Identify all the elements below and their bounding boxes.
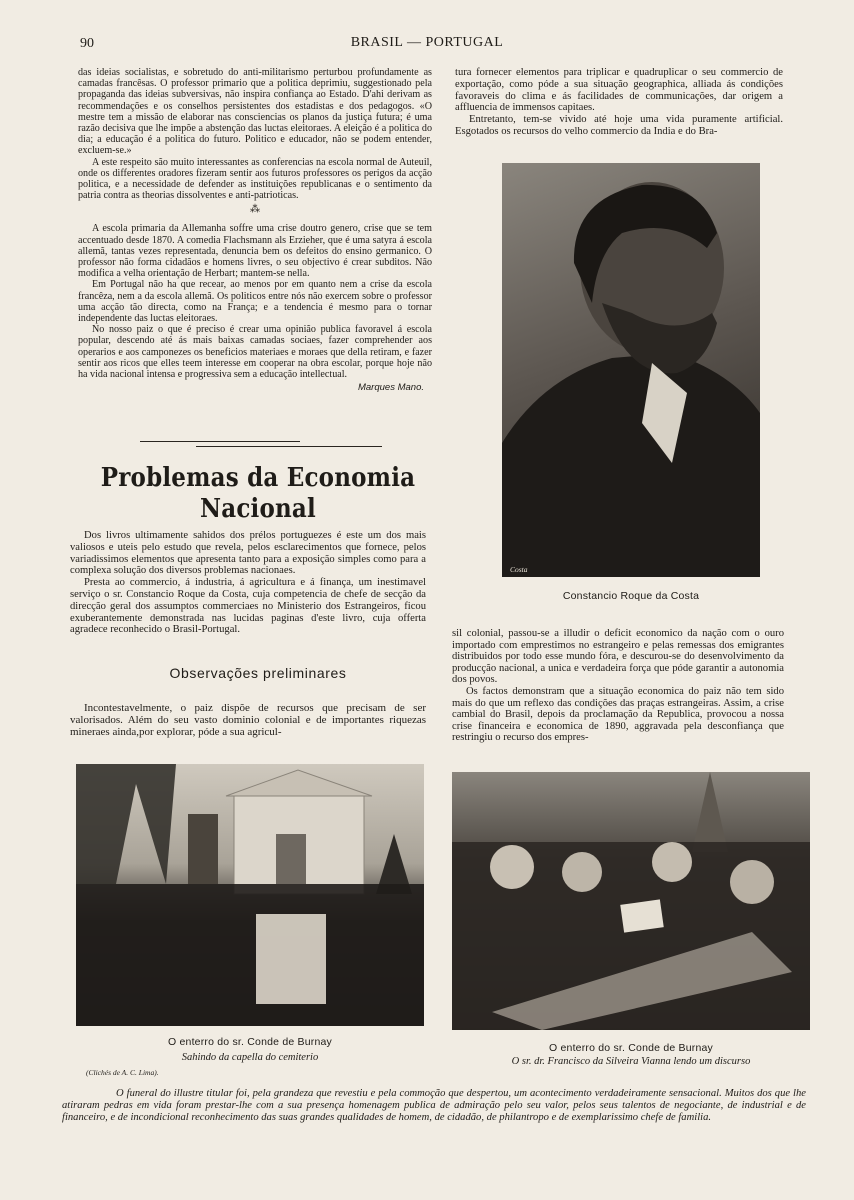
- author-signature: Marques Mano.: [357, 382, 424, 394]
- body-right-top: [455, 67, 783, 138]
- section-stars: ⁂: [250, 204, 260, 216]
- divider-rule: [196, 446, 382, 447]
- footer-note: [62, 1088, 806, 1124]
- body-paragraph: tura fornecer elementos para triplicar e quadruplicar o seu commercio de exportação, como póde a sua situação geographica, alliada ás condições favoraveis do clima e ás facilidades de communicações, dar origem a affluencia de immensos capitaes.: [455, 67, 783, 114]
- chapel-scene: [76, 764, 424, 1026]
- article-paragraph: A escola primaria da Allemanha soffre uma crise doutro genero, crise que se tem accentuado desde 1870. A comedia Flachsmann als Erzieher, que é uma satyra á escola allemã, tantas vezes representada, denuncia bem os defeitos do ensino germanico. O professor não forma cidadãos e homens livres, o seu objectivo é crear subditos. Não modifica a velha orientação de Herbart; mantem-se nella.: [78, 223, 432, 280]
- funeral-photo-chapel: [76, 764, 424, 1026]
- article-paragraph: No nosso paiz o que é preciso é crear uma opinião publica favoravel á escola popular, descendo até ás mais baixas camadas sociaes, fazer comprehender aos operarios e aos camponezes os beneficios materiaes e moraes que della retiram, e fazer sentir aos ricos que elles teem interesse em cooperar na obra escolar, porque hoje não ha vida nacional intensa e progressiva sem a educação intellectual.: [78, 324, 432, 381]
- left-article: [78, 67, 432, 393]
- left-photo-caption: O enterro do sr. Conde de Burnay: [168, 1036, 332, 1048]
- body-left: [70, 702, 426, 738]
- running-title: BRASIL — PORTUGAL: [350, 35, 504, 50]
- body-paragraph: Incontestavelmente, o paiz dispõe de recursos que precisam de ser valorisados. Além do seu vasto dominio colonial e de importantes riquezas mineraes ainda,por explorar, póde a sua agricul-: [70, 702, 426, 738]
- section-title: Problemas da Economia Nacional: [100, 461, 416, 525]
- article-paragraph: das ideias socialistas, e sobretudo do anti-militarismo perturbou profundamente as camadas francêsas. O professor primario que a politica deprimiu, suggestionado pela propaganda das ideias subversivas, não inspira confiança ao Estado. D'ahi derivam as recommendações e os conselhos persistentes dos estadistas e dos pedagogos. «O mestre tem a missão de elaborar nas consciencias os planos da justiça futura; é uma razão decisiva que lhe impõe a abstenção das luctas eleitoraes. A eleição é a politica do dia; a educação é a politica do futuro. Politico e educador, não se podem entender, excluem-se.»: [78, 67, 432, 157]
- body-right-bottom: [452, 628, 784, 744]
- article-paragraph: Em Portugal não ha que recear, ao menos por em quanto nem a crise da escola francêza, nem a da escola allemã. Os politicos entre nós não exercem sobre o professor uma acção tão directa, como na França; e a tendencia é mesmo para o tornar independente das luctas eleitoraes.: [78, 279, 432, 325]
- body-paragraph: Os factos demonstram que a situação economica do paiz não tem sido mais do que um reflexo das condições das praças estrangeiras. Assim, a crise cambial do Brasil, depois da proclamação da Republica, provocou a nossa crise financeira e economica de 1890, aggravada pela desconfiança que restringiu o recurso dos empres-: [452, 685, 784, 744]
- section-intro: [70, 530, 426, 636]
- photo-credit: (Clichés de A. C. Lima).: [86, 1068, 159, 1077]
- divider-rule: [140, 441, 300, 442]
- photo-mark: Costa: [510, 565, 528, 574]
- speech-scene: [452, 772, 810, 1030]
- right-photo-subcaption: O sr. dr. Francisco da Silveira Vianna lendo um discurso: [511, 1056, 751, 1067]
- portrait-photo: [502, 163, 760, 577]
- left-photo-subcaption: Sahindo da capella do cemiterio: [181, 1052, 319, 1063]
- intro-paragraph: Dos livros ultimamente sahidos dos prélos portuguezes é este um dos mais valiosos e uteis pelo estudo que revela, pelos esclarecimentos que fornece, pelos variadissimos elementos que apresenta tanto para a exposição simples como para a complexa solução dos diversos problemas nacionaes.: [70, 530, 426, 577]
- intro-paragraph: Presta ao commercio, á industria, á agricultura e á finança, um inestimavel serviço o sr. Constancio Roque da Costa, cuja competencia de chefe de secção da direcção geral dos assumptos commerciaes no Ministerio dos Estrangeiros, ficou exuberantemente demonstrada nas lucidas paginas d'este livro, cuja offerta agradece reconhecido o Brasil-Portugal.: [70, 577, 426, 636]
- section-subheading: Observações preliminares: [169, 665, 347, 681]
- footer-paragraph: O funeral do illustre titular foi, pela grandeza que revestiu e pela commoção que despertou, um acontecimento verdadeiramente sensacional. Muitos dos que lhe atiraram pedras em vida foram prestar-lhe com a sua presença homenagem publica de admiração pelo seu valor, pelos seus talentos de negociante, de industrial e de financeiro, e de incondicional reconhecimento das suas grandes qualidades de homem, de cidadão, de philantropo e de exemplarissimo chefe de familia.: [62, 1088, 806, 1123]
- page-number: 90: [80, 36, 94, 51]
- body-paragraph: Entretanto, tem-se vivido até hoje uma vida puramente artificial. Esgotados os recursos do velho commercio da India e do Bra-: [455, 114, 783, 137]
- body-paragraph: sil colonial, passou-se a illudir o deficit economico da nação com o ouro importado com emprestimos no estrangeiro e pelas remessas dos emigrantes distribuidos por todo esse mundo fóra, e descurou-se do desenvolvimento da producção nacional, a unica e verdadeira força que póde garantir a autonomia dos povos.: [452, 628, 784, 686]
- funeral-photo-speech: [452, 772, 810, 1030]
- right-photo-caption: O enterro do sr. Conde de Burnay: [549, 1042, 713, 1054]
- article-paragraph: A este respeito são muito interessantes as conferencias na escola normal de Auteuil, onde os differentes oradores fizeram sentir aos futuros professores os perigos da acção politica, e a necessidade de defender as instituições republicanas e o sentimento da patria contra as theorias dissolventes e anti-patrioticas.: [78, 156, 432, 202]
- portrait-caption: Constancio Roque da Costa: [562, 590, 700, 602]
- portrait-figure: [502, 163, 760, 577]
